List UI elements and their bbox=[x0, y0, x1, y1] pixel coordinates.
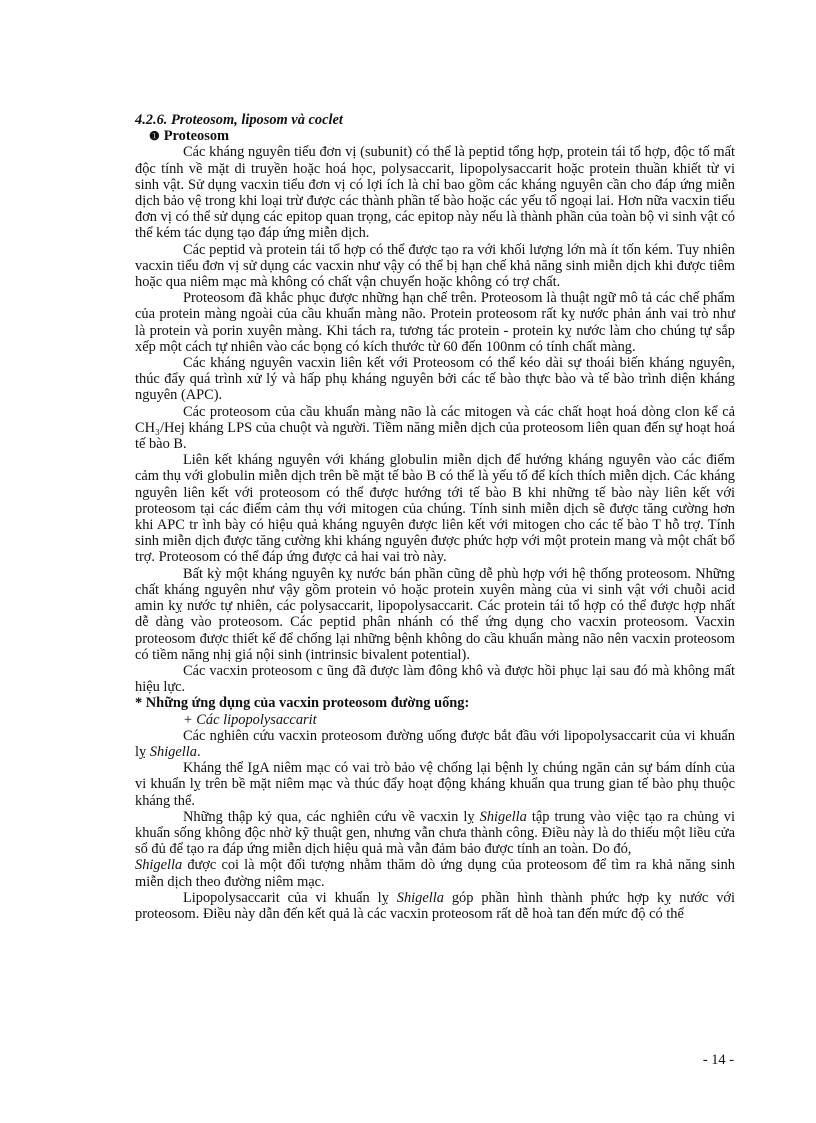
subsection-title-text: Proteosom bbox=[163, 128, 230, 145]
text-run: Các nghiên cứu vacxin proteosom đường uống được bắt đầu với lipopolysaccarit của vi khuẩn lỵ bbox=[135, 727, 735, 760]
paragraph: Proteosom đã khắc phục được những hạn chế trên. Proteosom là thuật ngữ mô tả các chế phẩm của protein màng ngoài của cầu khuẩn màng não. Protein proteosom rất kỵ nước phản ánh vai trò như là protein và porin xuyên màng. Khi tách ra, tương tác protein - protein kỵ nước làm cho chúng tự sắp xếp một cách tự nhiên vào các bọng có kích thước từ 60 đến 100nm có tính chất màng. bbox=[135, 290, 735, 355]
paragraph: Các proteosom của cầu khuẩn màng não là các mitogen và các chất hoạt hoá dòng clon kể cả CH₃/Hej kháng LPS của chuột và người. Tiềm năng miễn dịch của proteosom liên quan đến sự hoạt hoá tế bào B. bbox=[135, 403, 735, 453]
paragraph: Bất kỳ một kháng nguyên kỵ nước bán phần cũng dễ phù hợp với hệ thống proteosom. Những chất kháng nguyên như vậy gồm protein vỏ hoặc protein xuyên màng của vi sinh vật với chuỗi acid amin kỵ nước tự nhiên, các polysaccarit, lipopolysaccarit. Các protein tái tổ hợp có thể được hợp nhất dễ dàng vào proteosom. Các peptid phân nhánh có thể ứng dụng cho vacxin proteosom. Vacxin proteosom được thiết kế để chống lại những bệnh không do cầu khuẩn màng não nên vacxin proteosom có tiềm năng nhị giá nội sinh (intrinsic bivalent potential). bbox=[135, 565, 735, 663]
section-title: 4.2.6. Proteosom, liposom và coclet bbox=[135, 112, 343, 128]
uses-paragraph bbox=[135, 890, 735, 922]
italic-term: Shigella bbox=[149, 743, 197, 760]
text-run: được coi là một đối tượng nhằm thăm dò ứng dụng của proteosom để tìm ra khả năng sinh miễn dịch theo đường niêm mạc. bbox=[135, 857, 735, 890]
subsection-title bbox=[135, 128, 735, 144]
text-run: . bbox=[196, 743, 201, 760]
numbered-bullet-icon: ❶ bbox=[149, 129, 160, 144]
document-page bbox=[135, 112, 735, 922]
text-run: góp phần hình thành phức hợp kỵ nước với proteosom. Điều này dẫn đến kết quả là các vacxin proteosom rất dễ hoà tan đến mức độ có thể bbox=[135, 889, 736, 922]
text-run: Lipopolysaccarit của vi khuẩn lỵ bbox=[183, 889, 397, 906]
uses-paragraph-continued bbox=[135, 857, 735, 889]
text-run: Kháng thể IgA niêm mạc có vai trò bảo vệ chống lại bệnh lỵ chúng ngăn cản sự bám dính của vi khuẩn lỵ trên bề mặt niêm mạc và thúc đẩy hoạt động kháng khuẩn qua trung gian tế bào phụ thuộc kháng thể. bbox=[135, 760, 735, 809]
paragraph: Các kháng nguyên vacxin liên kết với Proteosom có thể kéo dài sự thoái biến kháng nguyên, thúc đẩy quá trình xử lý và hấp phụ kháng nguyên bởi các tế bào thực bào và tế bào trình diện kháng nguyên (APC). bbox=[135, 355, 735, 404]
italic-term: Shigella bbox=[396, 889, 444, 906]
italic-term: Shigella bbox=[479, 808, 527, 825]
uses-heading: * Những ứng dụng của vacxin proteosom đường uống: bbox=[135, 695, 470, 712]
uses-paragraph bbox=[135, 760, 735, 809]
text-run: Những thập kỷ qua, các nghiên cứu về vacxin lỵ bbox=[183, 808, 480, 825]
page-number: - 14 - bbox=[702, 1052, 734, 1068]
paragraph: Các peptid và protein tái tổ hợp có thể được tạo ra với khối lượng lớn mà ít tốn kém. Tuy nhiên vacxin tiểu đơn vị sử dụng các vacxin như vậy có thể bị hạn chế khả năng sinh miễn dịch khi được tiêm hoặc qua niêm mạc mà không có chất vận chuyển hoặc không có trợ chất. bbox=[135, 241, 735, 291]
uses-paragraph bbox=[135, 809, 735, 858]
paragraph: Các kháng nguyên tiểu đơn vị (subunit) có thể là peptid tổng hợp, protein tái tổ hợp, độc tố mất độc tính về mặt di truyền hoặc hoá học, polysaccarit, lipopolysaccarit hoặc protein thuần khiết từ vi sinh vật. Sử dụng vacxin tiểu đơn vị có lợi ích là chỉ bao gồm các kháng nguyên cần cho đáp ứng miễn dịch bảo vệ trong khi loại trừ được các thành phần tế bào hoặc các yếu tố ngoại lai. Hơn nữa vacxin tiểu đơn vị có thể sử dụng các epitop quan trọng, các epitop này nếu là thành phần của toàn bộ vi sinh vật có thể kém tác dụng tạo đáp ứng miễn dịch. bbox=[135, 144, 735, 242]
text-run: tập trung vào việc tạo ra chủng vi khuẩn sống không độc nhờ kỹ thuật gen, nhưng vẫn chưa thành công. Điều này là do thiếu một liều cửa sổ đủ để tạo ra đáp ứng miễn dịch hiệu quả mà vẫn đảm bảo được tính an toàn. Do đó, bbox=[135, 808, 735, 858]
paragraph: Các vacxin proteosom c ũng đã được làm đông khô và được hồi phục lại sau đó mà không mất hiệu lực. bbox=[135, 662, 735, 696]
paragraph: Liên kết kháng nguyên với kháng globulin miễn dịch để hướng kháng nguyên vào các điểm cảm thụ với globulin miễn dịch trên bề mặt tế bào B có thể là yếu tố để kích thích miễn dịch. Các kháng nguyên liên kết với proteosom có thể được hướng tới tế bào B khi những tế bào này liên kết với proteosom tại các điểm cảm thụ với mitogen của chúng. Tính sinh miễn dịch sẽ được tăng cường hơn khi APC tr ình bày có hiệu quả kháng nguyên được liên kết với mitogen cho các tế bào T hỗ trợ. Tính sinh miễn dịch được tăng cường khi kháng nguyên được phức hợp với một protein mang và một chất bổ trợ. Proteosom có thể đáp ứng được cả hai vai trò này. bbox=[135, 452, 735, 566]
uses-paragraph bbox=[135, 728, 735, 760]
uses-subheading: + Các lipopolysaccarit bbox=[183, 711, 317, 728]
italic-term: Shigella bbox=[135, 857, 183, 874]
